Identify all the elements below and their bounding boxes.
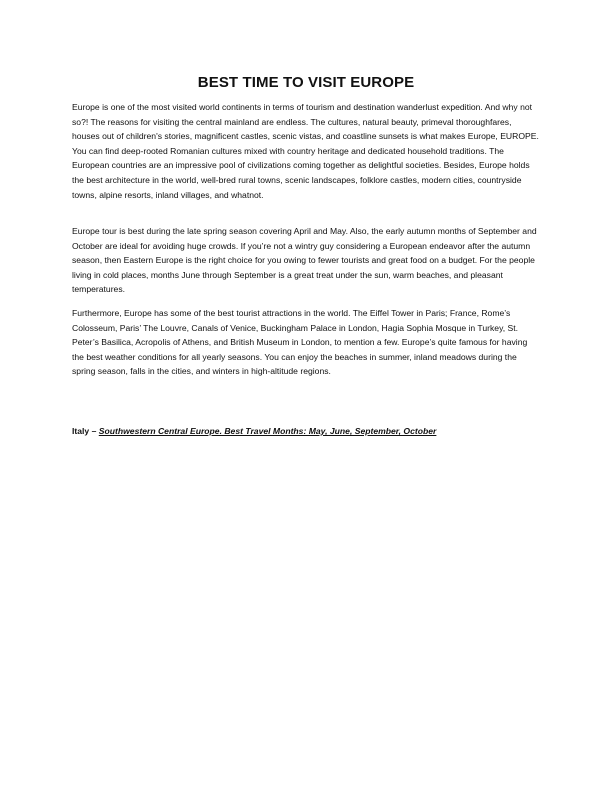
country-name: Italy [72, 426, 90, 436]
document-title: BEST TIME TO VISIT EUROPE [197, 74, 415, 91]
italy-section-heading [72, 424, 540, 438]
country-travel-details: Southwestern Central Europe. Best Travel Months: May, June, September, October [98, 426, 437, 436]
intro-paragraph: Europe is one of the most visited world continents in terms of tourism and destination wanderlust expedition. And why not so?! The reasons for visiting the central mainland are endless. The cultures, natural beauty, primeval thoroughfares, houses out of children's stories, magnificent castles, scenic vistas, and coastline sunsets is what makes Europe, EUROPE. You can find deep-rooted Romanian cultures mixed with country heritage and dedicated household traditions. The European countries are an impressive pool of civilizations coming together as delightful societies. Besides, Europe holds the best architecture in the world, well-bred rural towns, scenic landscapes, folklore castles, modern cities, countryside towns, alpine resorts, inland villages, and whatnot. [72, 102, 539, 200]
heading-separator: – [89, 426, 99, 436]
best-season-paragraph: Europe tour is best during the late spring season covering April and May. Also, the early autumn months of September and October are ideal for avoiding huge crowds. If you’re not a wintry guy considering a European endeavor after the autumn season, then Eastern Europe is the right choice for you owing to fewer tourists and great food on a budget. For the people living in cold places, months June through September is a great treat under the sun, warm beaches, and pleasant temperatures. [72, 226, 537, 295]
attractions-paragraph: Furthermore, Europe has some of the best tourist attractions in the world. The Eiffel Tower in Paris; France, Rome’s Colosseum, Paris’ The Louvre, Canals of Venice, Buckingham Palace in London, Hagia Sophia Mosque in Turkey, St. Peter’s Basilica, Acropolis of Athens, and British Museum in London, to mention a few. Europe’s quite famous for having the best weather conditions for all yearly seasons. You can enjoy the beaches in summer, inland meadows during the spring season, falls in the cities, and winters in high-altitude regions. [72, 308, 528, 377]
